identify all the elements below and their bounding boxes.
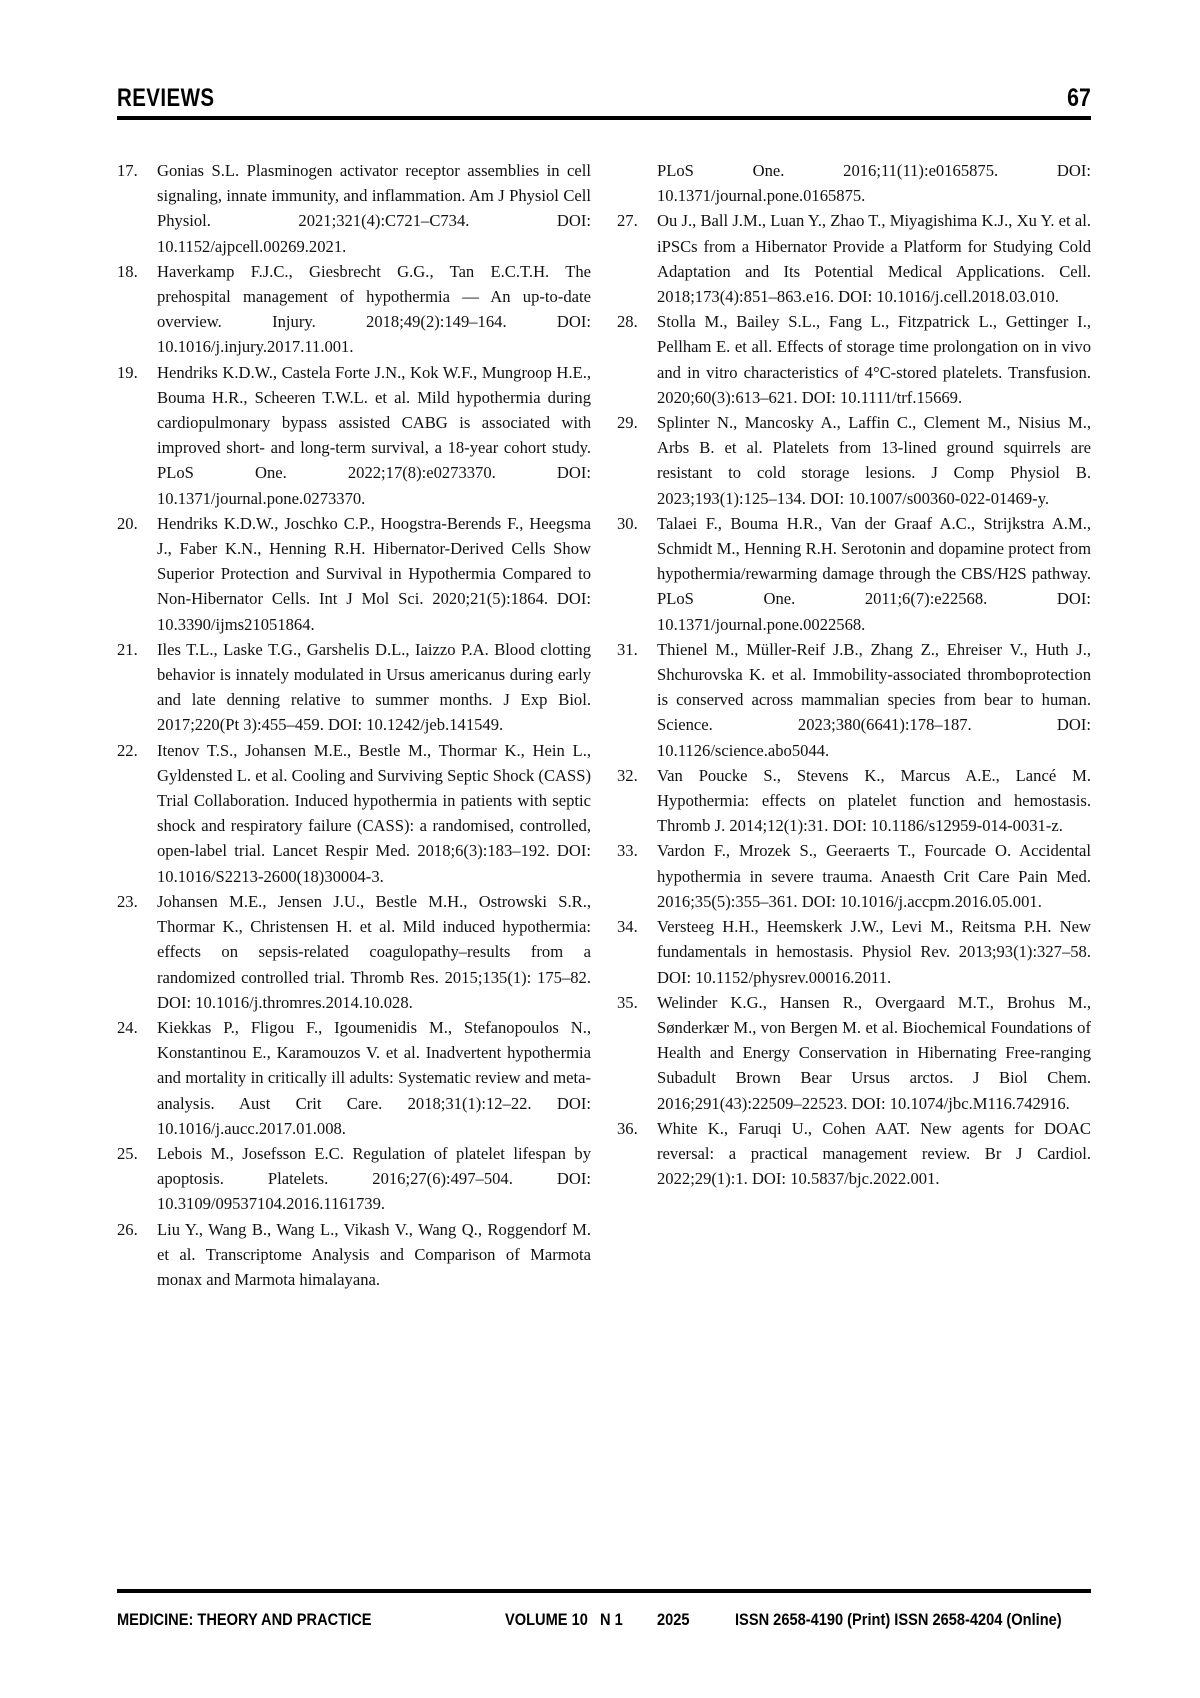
header-rule <box>117 116 1091 120</box>
reference-item <box>617 914 1091 990</box>
journal-name: MEDICINE: THEORY AND PRACTICE <box>117 1610 372 1629</box>
reference-number: 32. <box>617 765 638 785</box>
reference-text: Talaei F., Bouma H.R., Van der Graaf A.C., Strijkstra A.M., Schmidt M., Henning R.H. Serotonin and dopamine protect from hypothermia/rewarming damage through the CBS/H2S pathway. PLoS One. 2011;6(7):e22568. DOI: 10.1371/journal.pone.0022568. <box>657 513 1091 634</box>
reference-number: 21. <box>117 639 138 659</box>
reference-text: White K., Faruqi U., Cohen AAT. New agents for DOAC reversal: a practical management review. Br J Cardiol. 2022;29(1):1. DOI: 10.5837/bjc.2022.001. <box>657 1118 1091 1189</box>
reference-item <box>117 259 591 360</box>
reference-item <box>117 1015 591 1141</box>
references-right-column <box>617 158 1091 1191</box>
reference-text: Lebois M., Josefsson E.C. Regulation of platelet lifespan by apoptosis. Platelets. 2016;27(6):497–504. DOI: 10.3109/09537104.2016.1161739. <box>157 1143 591 1214</box>
reference-number: 20. <box>117 513 138 533</box>
reference-text: Stolla M., Bailey S.L., Fang L., Fitzpatrick L., Gettinger I., Pellham E. et all. Effects of storage time prolongation on in vivo and in vitro characteristics of 4°C-stored platelets. Transfusion. 2020;60(3):613–621. DOI: 10.1111/trf.15669. <box>657 312 1091 407</box>
reference-number: 25. <box>117 1143 138 1163</box>
page-footer <box>117 1610 1091 1636</box>
reference-text: Van Poucke S., Stevens K., Marcus A.E., Lancé M. Hypothermia: effects on platelet function and hemostasis. Thromb J. 2014;12(1):31. DOI: 10.1186/s12959-014-0031-z. <box>657 765 1091 836</box>
reference-text: Versteeg H.H., Heemskerk J.W., Levi M., Reitsma P.H. New fundamentals in hemostasis. Physiol Rev. 2013;93(1):327–58. DOI: 10.1152/physrev.00016.2011. <box>657 917 1091 987</box>
reference-item <box>117 158 591 259</box>
reference-item <box>117 360 591 511</box>
reference-number: 19. <box>117 362 138 382</box>
reference-number: 29. <box>617 413 638 433</box>
reference-number: 18. <box>117 261 138 281</box>
reference-continuation <box>617 158 1091 208</box>
reference-text: Iles T.L., Laske T.G., Garshelis D.L., Iaizzo P.A. Blood clotting behavior is innately modulated in Ursus americanus during early and late denning relative to summer months. J Exp Biol. 2017;220(Pt 3):455–459. DOI: 10.1242/jeb.141549. <box>157 639 591 735</box>
reference-number: 35. <box>617 992 638 1012</box>
reference-number: 24. <box>117 1017 138 1037</box>
reference-item <box>617 511 1091 637</box>
reference-text: Ou J., Ball J.M., Luan Y., Zhao T., Miyagishima K.J., Xu Y. et al. iPSCs from a Hibernator Provide a Platform for Studying Cold Adaptation and Its Potential Medical Applications. Cell. 2018;173(4):851–863.e16. DOI: 10.1016/j.cell.2018.03.010. <box>657 211 1091 307</box>
volume-issue: VOLUME 10 N 1 <box>505 1610 623 1629</box>
reference-item <box>617 309 1091 410</box>
reference-number: 28. <box>617 312 638 332</box>
section-title: REVIEWS <box>117 84 215 112</box>
reference-number: 30. <box>617 513 638 533</box>
reference-number: 33. <box>617 841 638 861</box>
reference-text: Liu Y., Wang B., Wang L., Vikash V., Wang Q., Roggendorf M. et al. Transcriptome Analysis and Comparison of Marmota monax and Marmota himalayana. <box>157 1219 591 1289</box>
reference-number: 26. <box>117 1219 138 1239</box>
reference-number: 17. <box>117 161 138 180</box>
reference-text: Kiekkas P., Fligou F., Igoumenidis M., Stefanopoulos N., Konstantinou E., Karamouzos V. et al. Inadvertent hypothermia and mortality in critically ill adults: Systematic review and meta-analysis. Aust Crit Care. 2018;31(1):12–22. DOI: 10.1016/j.aucc.2017.01.008. <box>157 1017 591 1138</box>
reference-item <box>117 889 591 1015</box>
references-left-column <box>117 158 591 1292</box>
reference-item <box>617 410 1091 511</box>
reference-text: Johansen M.E., Jensen J.U., Bestle M.H., Ostrowski S.R., Thormar K., Christensen H. et al. Mild induced hypothermia: effects on sepsis-related coagulopathy–results from a randomized controlled trial. Thromb Res. 2015;135(1): 175–82. DOI: 10.1016/j.thromres.2014.10.028. <box>157 891 591 1012</box>
reference-item <box>117 1141 591 1217</box>
reference-number: 23. <box>117 891 138 911</box>
reference-text: Hendriks K.D.W., Joschko C.P., Hoogstra-Berends F., Heegsma J., Faber K.N., Henning R.H. Hibernator-Derived Cells Show Superior Protection and Survival in Hypothermia Compared to Non-Hibernator Cells. Int J Mol Sci. 2020;21(5):1864. DOI: 10.3390/ijms21051864. <box>157 513 591 634</box>
reference-text: Hendriks K.D.W., Castela Forte J.N., Kok W.F., Mungroop H.E., Bouma H.R., Scheeren T.W.L. et al. Mild hypothermia during cardiopulmonary bypass assisted CABG is associated with improved short- and long-term survival, a 18-year cohort study. PLoS One. 2022;17(8):e0273370. DOI: 10.1371/journal.pone.0273370. <box>157 362 591 508</box>
reference-text: Vardon F., Mrozek S., Geeraerts T., Fourcade O. Accidental hypothermia in severe trauma. Anaesth Crit Care Pain Med. 2016;35(5):355–361. DOI: 10.1016/j.accpm.2016.05.001. <box>657 841 1091 911</box>
reference-text: Thienel M., Müller-Reif J.B., Zhang Z., Ehreiser V., Huth J., Shchurovska K. et al. Immobility-associated thromboprotection is conserved across mammalian species from bear to human. Science. 2023;380(6641):178–187. DOI: 10.1126/science.abo5044. <box>657 639 1091 760</box>
publication-year: 2025 <box>657 1610 690 1629</box>
reference-text: Splinter N., Mancosky A., Laffin C., Clement M., Nisius M., Arbs B. et al. Platelets from 13-lined ground squirrels are resistant to cold storage lesions. J Comp Physiol B. 2023;193(1):125–134. DOI: 10.1007/s00360-022-01469-y. <box>657 413 1091 508</box>
issn-numbers: ISSN 2658-4190 (Print) ISSN 2658-4204 (Online) <box>735 1610 1062 1629</box>
reference-number: 31. <box>617 639 638 659</box>
reference-item <box>617 1116 1091 1192</box>
reference-item <box>617 990 1091 1116</box>
reference-text: Gonias S.L. Plasminogen activator receptor assemblies in cell signaling, innate immunity, and inflammation. Am J Physiol Cell Physiol. 2021;321(4):C721–C734. DOI: 10.1152/ajpcell.00269.2021. <box>157 161 591 256</box>
reference-item <box>617 763 1091 839</box>
reference-item <box>617 208 1091 309</box>
reference-item <box>117 738 591 889</box>
reference-text: Welinder K.G., Hansen R., Overgaard M.T., Brohus M., Sønderkær M., von Bergen M. et al. Biochemical Foundations of Health and Energy Conservation in Hibernating Free-ranging Subadult Brown Bear Ursus arctos. J Biol Chem. 2016;291(43):22509–22523. DOI: 10.1074/jbc.M116.742916. <box>657 992 1091 1113</box>
reference-text: PLoS One. 2016;11(11):e0165875. DOI: 10.1371/journal.pone.0165875. <box>657 161 1091 206</box>
reference-text: Haverkamp F.J.C., Giesbrecht G.G., Tan E.C.T.H. The prehospital management of hypothermia — An up-to-date overview. Injury. 2018;49(2):149–164. DOI: 10.1016/j.injury.2017.11.001. <box>157 261 591 357</box>
reference-text: Itenov T.S., Johansen M.E., Bestle M., Thormar K., Hein L., Gyldensted L. et al. Cooling and Surviving Septic Shock (CASS) Trial Collaboration. Induced hypothermia in patients with septic shock and respiratory failure (CASS): a randomised, controlled, open-label trial. Lancet Respir Med. 2018;6(3):183–192. DOI: 10.1016/S2213-2600(18)30004-3. <box>157 740 591 886</box>
reference-number: 36. <box>617 1118 638 1138</box>
reference-number: 22. <box>117 740 138 760</box>
page-number: 67 <box>1067 84 1091 112</box>
footer-rule <box>117 1589 1091 1593</box>
reference-item <box>617 838 1091 914</box>
reference-number: 27. <box>617 211 638 231</box>
reference-item <box>117 511 591 637</box>
reference-item <box>617 637 1091 763</box>
reference-item <box>117 1217 591 1293</box>
reference-number: 34. <box>617 917 638 937</box>
reference-item <box>117 637 591 738</box>
